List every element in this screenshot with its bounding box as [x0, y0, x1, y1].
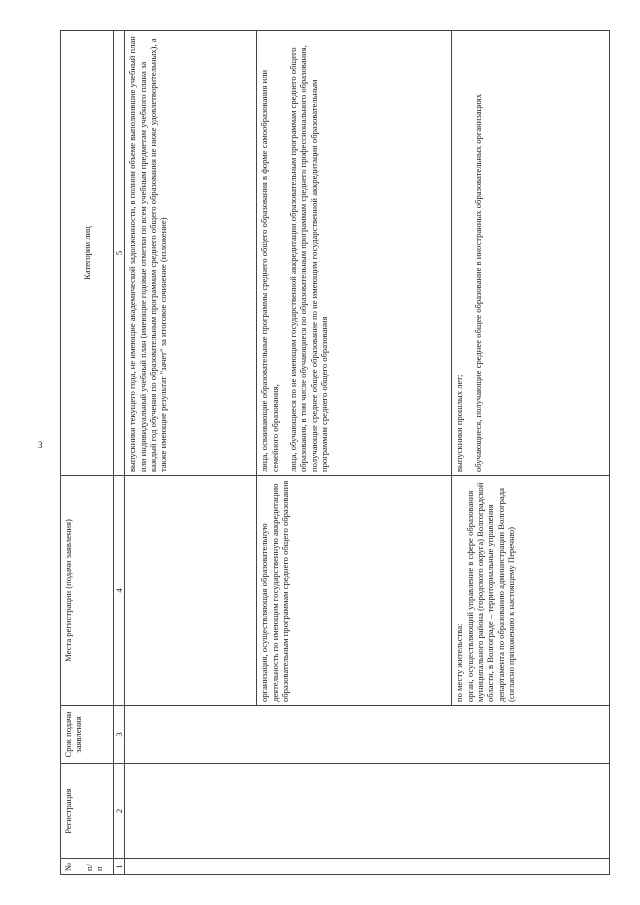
places-cell: по месту жительства: орган, осуществляющий управление в сфере образования муниципального района (городского округа) Волгоградской области, в Волгограде – территориальные управления департамента по образованию администрации Волгограда (согласно приложению к настоящему Перечню) [452, 476, 610, 706]
page-number: 3 [38, 440, 43, 450]
categories-paragraph: выпускники прошлых лет; [454, 374, 465, 472]
col-number-4: 4 [114, 476, 125, 706]
categories-paragraph: обучающиеся, получающие среднее общее образование в иностранных образовательных организациях [472, 93, 483, 472]
header-categories: Категории лиц [61, 31, 114, 476]
registration-cell [125, 764, 610, 859]
header-number: № п/ п [61, 859, 114, 875]
places-cell: организация, осуществляющая образовательную деятельность по имеющим государственную аккредитацию образовательным программам среднего общего образования [257, 476, 452, 706]
categories-cell: выпускники текущего года, не имеющие академической задолженности, в полном объеме выполнившие учебный план или индивидуальный учебный план (имеющие годовые отметки по всем учебным предметам учебного плана за каждый год обучения по образовательным программам среднего общего образования не ниже удовлетворительных), а также имеющие результат "зачет" за итоговое сочинение (изложение) [125, 31, 257, 476]
deadline-cell [125, 706, 610, 764]
rotated-table-frame [60, 30, 610, 875]
places-cell [125, 476, 257, 706]
col-number-2: 2 [114, 764, 125, 859]
col-number-1: 1 [114, 859, 125, 875]
categories-cell [257, 31, 452, 476]
categories-paragraph: лица, осваивающие образовательные программы среднего общего образования в форме самообразования или семейного образования, [259, 69, 280, 472]
registration-table [60, 30, 610, 875]
header-places: Места регистрации (подачи заявления) [61, 476, 114, 706]
col-number-5: 5 [114, 31, 125, 476]
table-row [125, 31, 257, 875]
header-deadline: Срок подачи заявления [61, 706, 114, 764]
col-number-3: 3 [114, 706, 125, 764]
header-registration: Регистрация [61, 764, 114, 859]
categories-paragraph: лица, обучающиеся по не имеющим государственной аккредитации образовательным программам среднего общего образования, в том числе обучающиеся по образовательным программам среднего профессионального образования, получающие среднее общее образование по не имеющим государственной аккредитации образовательным программам среднего общего образования [287, 45, 329, 472]
categories-cell [452, 31, 610, 476]
row-number-cell [125, 859, 610, 875]
